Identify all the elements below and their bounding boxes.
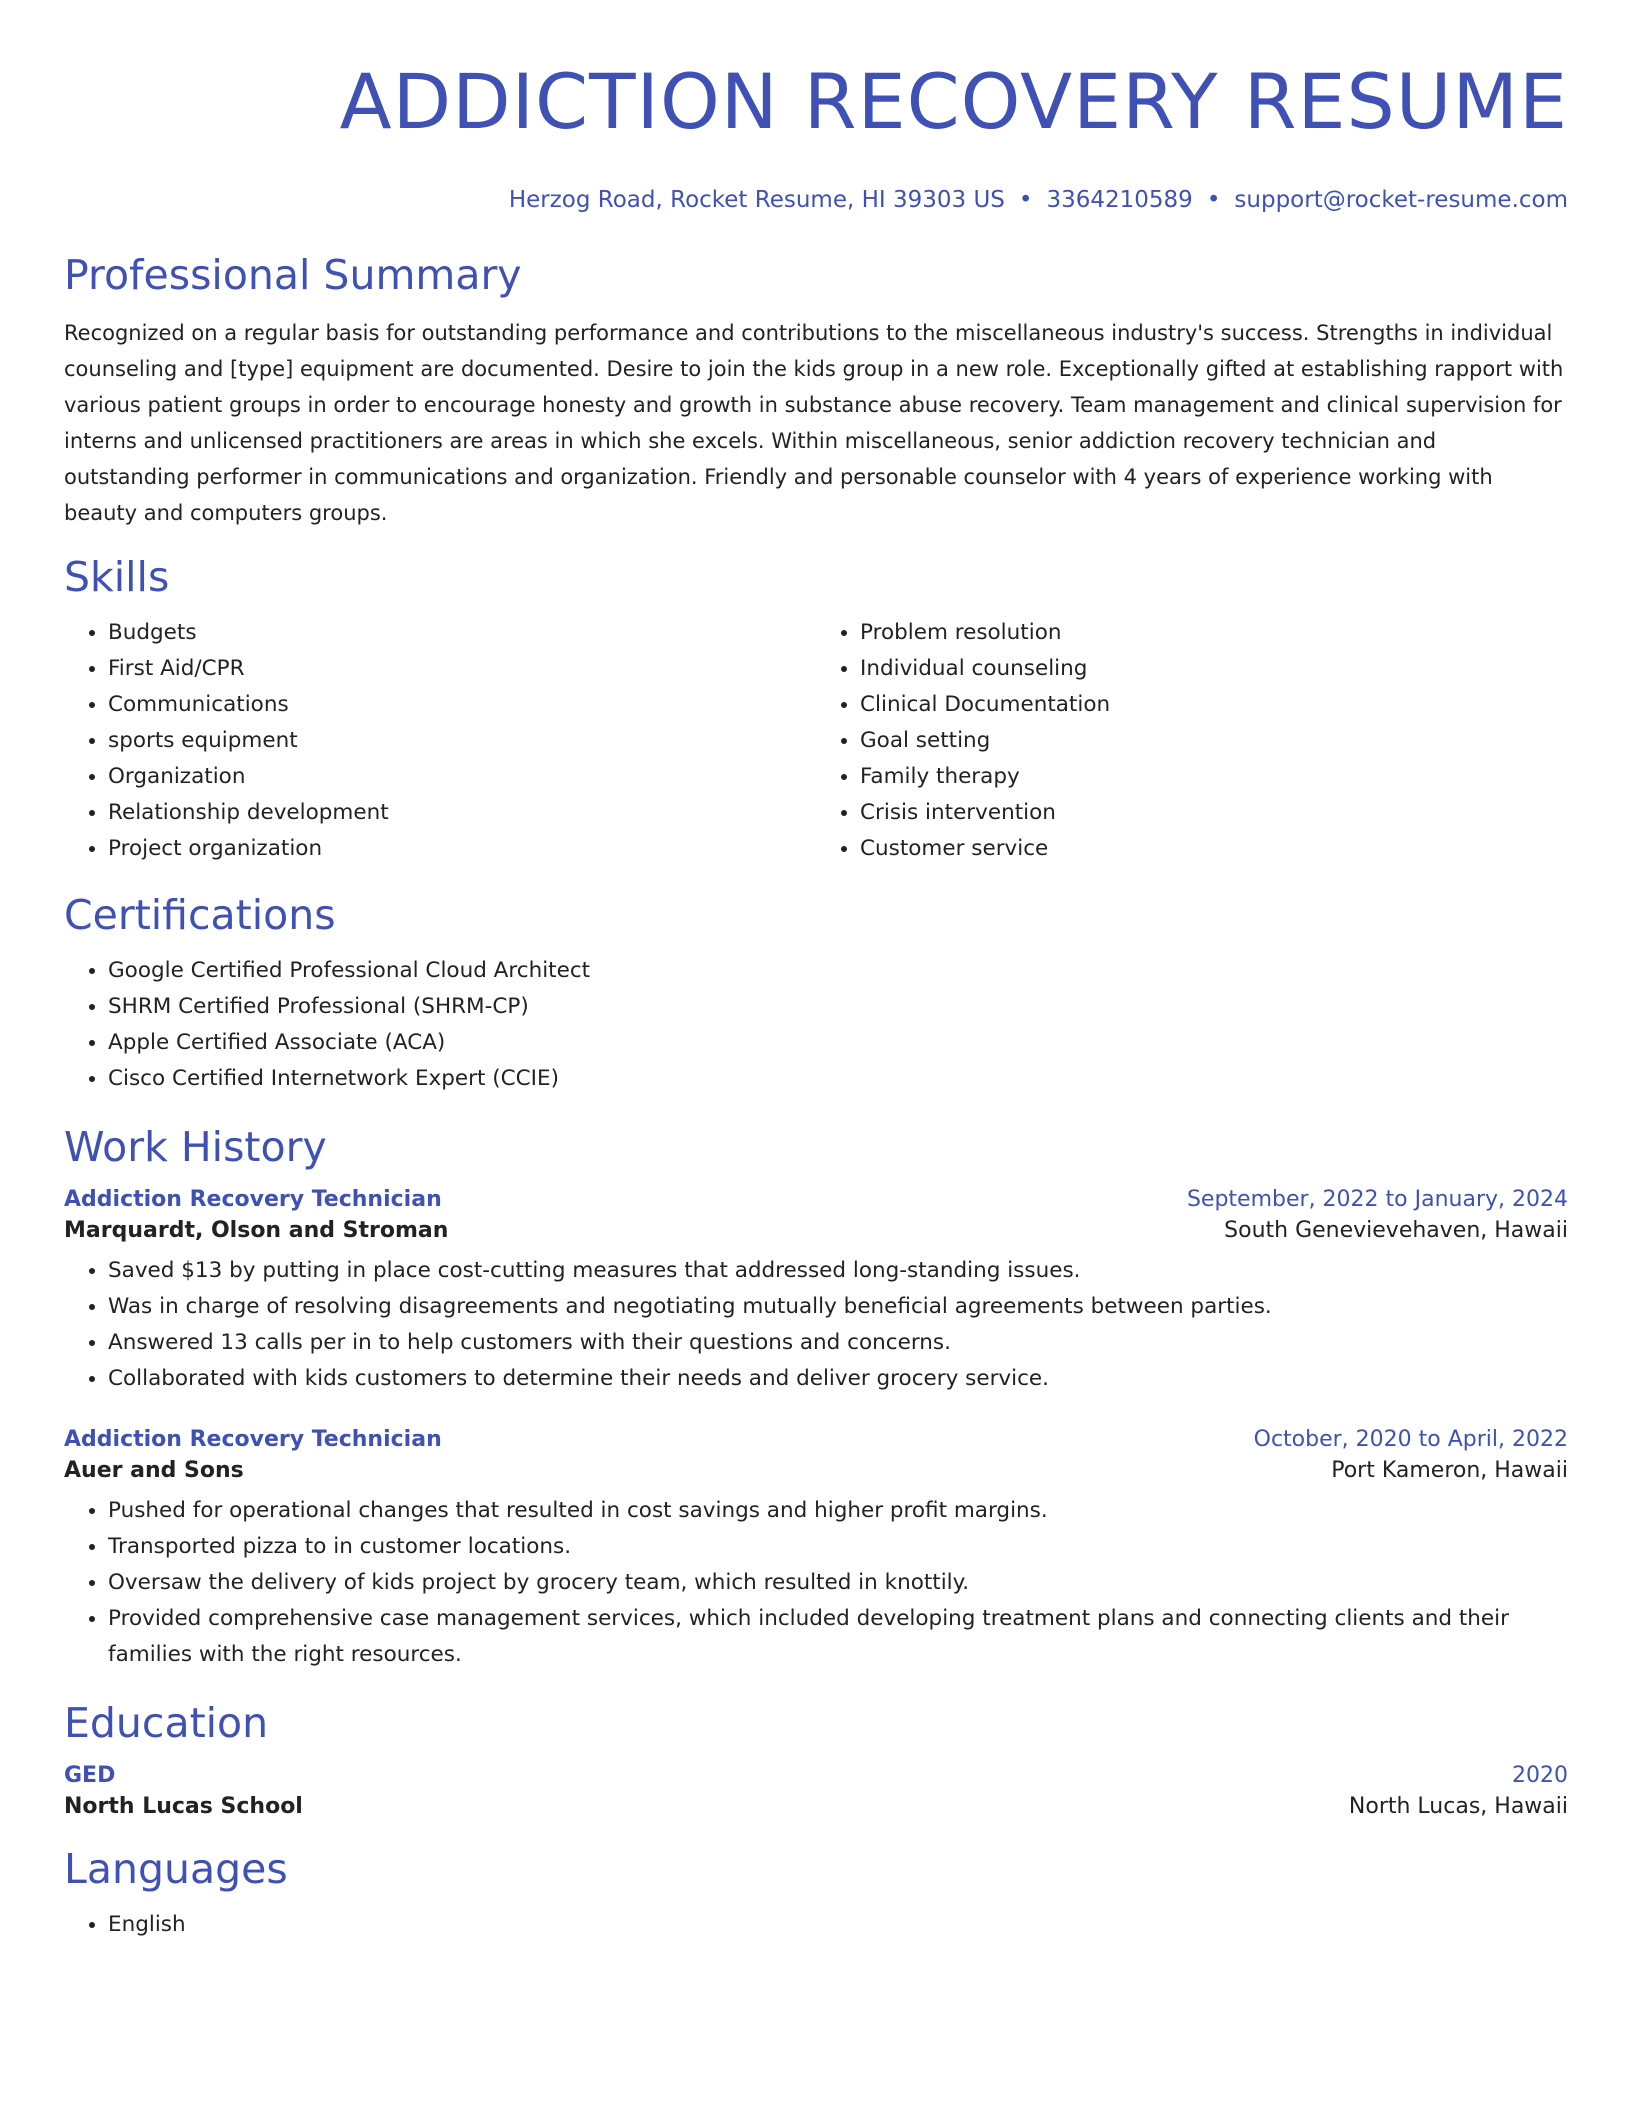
job-bullet: • Provided comprehensive case management services, which included developing treatment plans and connecting clients and their families with the right resources.	[108, 1601, 1568, 1673]
job-location: South Genevievehaven, Hawaii	[1224, 1218, 1568, 1243]
skill-item: • Clinical Documentation	[860, 687, 1568, 723]
job-entry	[64, 1427, 1568, 1673]
skill-item: • sports equipment	[108, 723, 816, 759]
skills-heading: Skills	[64, 553, 170, 601]
education-school: North Lucas School	[64, 1794, 303, 1819]
skill-item: • Individual counseling	[860, 651, 1568, 687]
skill-item: • Crisis intervention	[860, 795, 1568, 831]
languages-list	[64, 1907, 1568, 1943]
education-location: North Lucas, Hawaii	[1348, 1794, 1568, 1819]
job-bullet: • Transported pizza to in customer locations.	[108, 1529, 1568, 1565]
job-location: Port Kameron, Hawaii	[1331, 1458, 1568, 1483]
job-entry	[64, 1187, 1568, 1397]
skill-item: • Organization	[108, 759, 816, 795]
job-bullets	[64, 1493, 1568, 1673]
education-school-row	[64, 1794, 1568, 1819]
contact-separator: •	[1018, 187, 1033, 213]
skill-item: • First Aid/CPR	[108, 651, 816, 687]
skills-list-right	[816, 615, 1568, 867]
skill-item: • Communications	[108, 687, 816, 723]
skills-list-left	[64, 615, 816, 867]
skill-item: • Customer service	[860, 831, 1568, 867]
contact-address: Herzog Road, Rocket Resume, HI 39303 US	[508, 187, 1005, 213]
job-company-row	[64, 1218, 1568, 1243]
skill-item: • Project organization	[108, 831, 816, 867]
language-item: • English	[108, 1907, 1568, 1943]
contact-phone: 3364210589	[1046, 187, 1193, 213]
contact-separator: •	[1206, 187, 1221, 213]
certification-item: • Apple Certified Associate (ACA)	[108, 1025, 1568, 1061]
job-header-row	[64, 1427, 1568, 1452]
skill-item: • Family therapy	[860, 759, 1568, 795]
job-bullet: • Oversaw the delivery of kids project by grocery team, which resulted in knottily.	[108, 1565, 1568, 1601]
education-degree: GED	[64, 1763, 116, 1788]
job-company: Auer and Sons	[64, 1458, 244, 1483]
work-history-heading: Work History	[64, 1123, 327, 1171]
job-dates: October, 2020 to April, 2022	[1253, 1427, 1568, 1452]
job-bullet: • Answered 13 calls per in to help customers with their questions and concerns.	[108, 1325, 1568, 1361]
summary-heading: Professional Summary	[64, 251, 522, 299]
certification-item: • Cisco Certified Internetwork Expert (CCIE)	[108, 1061, 1568, 1097]
education-heading: Education	[64, 1699, 269, 1747]
job-title: Addiction Recovery Technician	[64, 1187, 442, 1212]
job-bullet: • Pushed for operational changes that resulted in cost savings and higher profit margins.	[108, 1493, 1568, 1529]
languages-heading: Languages	[64, 1845, 288, 1893]
job-header-row	[64, 1187, 1568, 1212]
certifications-heading: Certifications	[64, 891, 336, 939]
contact-line	[64, 185, 1568, 215]
education-header-row	[64, 1763, 1568, 1788]
skill-item: • Relationship development	[108, 795, 816, 831]
job-company-row	[64, 1458, 1568, 1483]
job-title: Addiction Recovery Technician	[64, 1427, 442, 1452]
job-dates: September, 2022 to January, 2024	[1186, 1187, 1568, 1212]
job-bullets	[64, 1253, 1568, 1397]
education-entry	[64, 1763, 1568, 1819]
certifications-list	[64, 953, 1568, 1097]
summary-text: Recognized on a regular basis for outstanding performance and contributions to the miscellaneous industry's success. Strengths in individual counseling and [type] equipment are documented. Desire to join the kids group in a new role. Exceptionally gifted at establishing rapport with various patient groups in order to encourage honesty and growth in substance abuse recovery. Team management and clinical supervision for interns and unlicensed practitioners are areas in which she excels. Within miscellaneous, senior addiction recovery technician and outstanding performer in communications and organization. Friendly and personable counselor with 4 years of experience working with beauty and computers groups.	[64, 321, 1564, 525]
certification-item: • SHRM Certified Professional (SHRM-CP)	[108, 989, 1568, 1025]
certification-item: • Google Certified Professional Cloud Architect	[108, 953, 1568, 989]
contact-email[interactable]: support@rocket-resume.com	[1234, 187, 1568, 213]
skill-item: • Problem resolution	[860, 615, 1568, 651]
resume-title: ADDICTION RECOVERY RESUME	[339, 57, 1568, 146]
job-company: Marquardt, Olson and Stroman	[64, 1218, 449, 1243]
education-year: 2020	[1512, 1763, 1568, 1788]
skill-item: • Goal setting	[860, 723, 1568, 759]
job-bullet: • Saved $13 by putting in place cost-cutting measures that addressed long-standing issues.	[108, 1253, 1568, 1289]
job-bullet: • Collaborated with kids customers to determine their needs and deliver grocery service.	[108, 1361, 1568, 1397]
skills-grid	[64, 615, 1568, 867]
job-bullet: • Was in charge of resolving disagreements and negotiating mutually beneficial agreements between parties.	[108, 1289, 1568, 1325]
skill-item: • Budgets	[108, 615, 816, 651]
